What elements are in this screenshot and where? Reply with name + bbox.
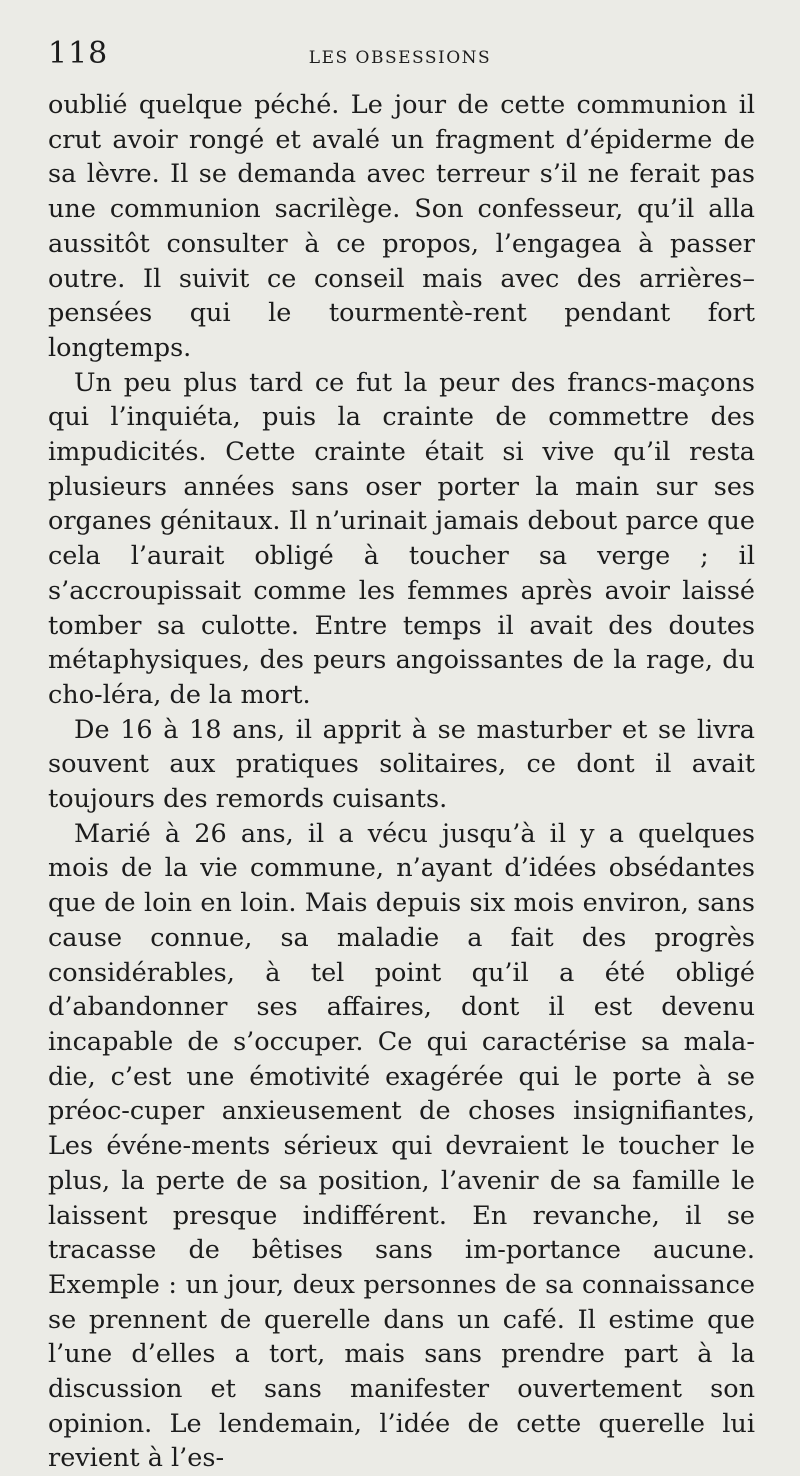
page-header (48, 36, 752, 80)
paragraph: Un peu plus tard ce fut la peur des francs-maçons qui l’inquiéta, puis la crainte de commettre des impudicités. Cette crainte était si vive qu’il resta plusieurs années sans oser porter la main sur ses organes génitaux. Il n’urinait jamais debout parce que cela l’aurait obligé à toucher sa verge ; il s’accroupissait comme les femmes après avoir laissé tomber sa culotte. Entre temps il avait des doutes métaphysiques, des peurs angoissantes de la rage, du cho-léra, de la mort. (48, 367, 755, 710)
body-text (48, 88, 755, 1476)
page-number: 118 (48, 36, 109, 71)
running-title: LES OBSESSIONS (308, 48, 492, 68)
paragraph: Marié à 26 ans, il a vécu jusqu’à il y a quelques mois de la vie commune, n’ayant d’idées obsédantes que de loin en loin. Mais depuis six mois environ, sans cause connue, sa maladie a fait des progrès considérables, à tel point qu’il a été obligé d’abandonner ses affaires, dont il est devenu incapable de s’occuper. Ce qui caractérise sa mala-die, c’est une émotivité exagérée qui le porte à se préoc-cuper anxieusement de choses insignifiantes, Les événe-ments sérieux qui devraient le toucher le plus, la perte de sa position, l’avenir de sa famille le laissent presque indifférent. En revanche, il se tracasse de bêtises sans im-portance aucune. Exemple : un jour, deux personnes de sa connaissance se prennent de querelle dans un café. Il estime que l’une d’elles a tort, mais sans prendre part à la discussion et sans manifester ouvertement son opinion. Le lendemain, l’idée de cette querelle lui revient à l’es- (48, 818, 755, 1474)
paragraph-continued: oublié quelque péché. Le jour de cette communion il crut avoir rongé et avalé un fragment d’épiderme de sa lèvre. Il se demanda avec terreur s’il ne ferait pas une communion sacrilège. Son confesseur, qu’il alla aussitôt consulter à ce propos, l’engagea à passer outre. Il suivit ce conseil mais avec des arrières–pensées qui le tourmentè-rent pendant fort longtemps. (48, 90, 755, 363)
paragraph: De 16 à 18 ans, il apprit à se masturber et se livra souvent aux pratiques solitaires, ce dont il avait toujours des remords cuisants. (48, 714, 755, 815)
